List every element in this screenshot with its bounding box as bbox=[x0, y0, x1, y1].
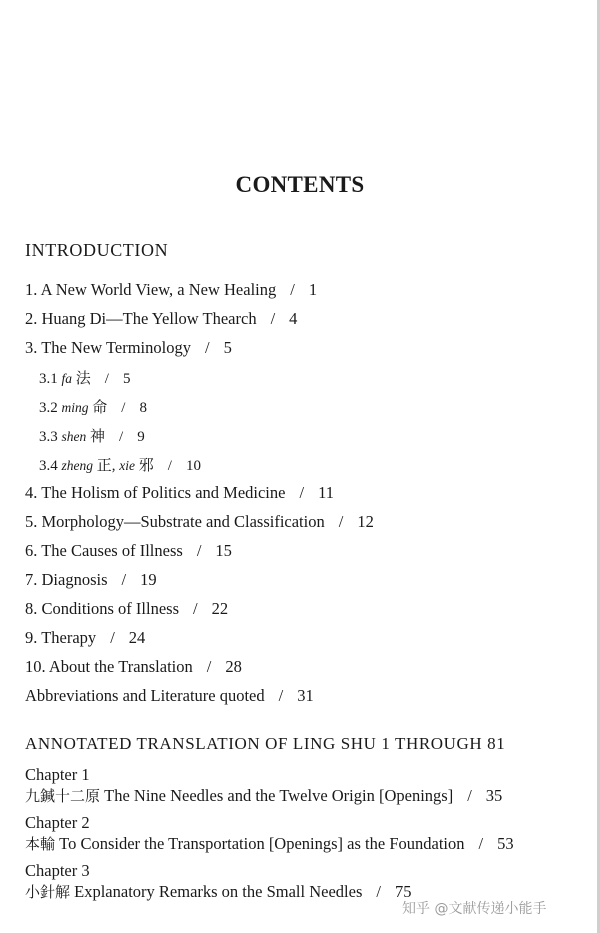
toc-subentry[interactable] bbox=[39, 368, 130, 389]
toc-entry[interactable] bbox=[25, 628, 145, 648]
separator: / bbox=[204, 338, 210, 357]
chapter-entry[interactable] bbox=[25, 812, 514, 855]
separator: / bbox=[338, 512, 344, 531]
toc-entry-label: 8. Conditions of Illness bbox=[25, 599, 180, 618]
watermark: 知乎 @文献传递小能手 bbox=[402, 901, 547, 917]
toc-entry-page: 10 bbox=[185, 458, 201, 474]
toc-entry[interactable] bbox=[25, 541, 232, 561]
toc-entry-label: 7. Diagnosis bbox=[25, 570, 108, 589]
toc-entry[interactable] bbox=[25, 657, 242, 677]
toc-entry[interactable] bbox=[25, 686, 314, 706]
toc-subentry[interactable] bbox=[39, 426, 145, 447]
toc-entry-page: 22 bbox=[211, 599, 229, 618]
subentry-term: xie bbox=[119, 458, 136, 473]
toc-entry-label: 2. Huang Di—The Yellow Thearch bbox=[25, 309, 257, 328]
separator: / bbox=[376, 882, 381, 901]
separator: / bbox=[478, 834, 484, 853]
chapter-number: Chapter 3 bbox=[25, 861, 90, 880]
chapter-page: 53 bbox=[497, 834, 514, 853]
toc-entry-page: 31 bbox=[297, 686, 314, 705]
chapter-number: Chapter 2 bbox=[25, 813, 90, 832]
toc-entry-label: 5. Morphology—Substrate and Classification bbox=[25, 512, 325, 531]
subentry-number: 3.1 bbox=[39, 371, 58, 387]
toc-entry-page: 9 bbox=[137, 429, 145, 445]
toc-entry-page: 12 bbox=[357, 512, 374, 531]
toc-entry[interactable] bbox=[25, 309, 297, 329]
chapter-cjk-title: 本輸 bbox=[25, 835, 56, 853]
toc-entry[interactable] bbox=[25, 338, 232, 358]
toc-entry-label: Abbreviations and Literature quoted bbox=[25, 686, 265, 705]
subentry-cjk: 法 bbox=[75, 369, 91, 387]
separator: / bbox=[278, 686, 284, 705]
toc-entry-page: 5 bbox=[223, 338, 232, 357]
toc-entry-page: 5 bbox=[122, 371, 131, 387]
toc-entry-page: 24 bbox=[128, 628, 146, 647]
subentry-cjk: 命 bbox=[92, 398, 108, 416]
toc-entry-label: 4. The Holism of Politics and Medicine bbox=[25, 483, 286, 502]
translation-heading: ANNOTATED TRANSLATION OF LING SHU 1 THROUGH 81 bbox=[25, 734, 506, 753]
subentry-cjk: 正 bbox=[96, 456, 112, 474]
chapter-page: 75 bbox=[394, 882, 412, 901]
subentry-term: shen bbox=[61, 429, 87, 444]
toc-entry-label: 6. The Causes of Illness bbox=[25, 541, 183, 560]
subentry-term: zheng bbox=[61, 458, 93, 473]
separator: / bbox=[290, 280, 295, 299]
separator: / bbox=[270, 309, 276, 328]
toc-entry-page: 28 bbox=[225, 657, 242, 676]
separator: / bbox=[193, 599, 198, 618]
page-title: CONTENTS bbox=[235, 172, 365, 197]
chapter-page: 35 bbox=[485, 786, 503, 805]
chapter-number: Chapter 1 bbox=[25, 765, 90, 784]
separator: / bbox=[167, 458, 172, 474]
subentry-term: fa bbox=[61, 371, 73, 386]
toc-entry-label: 9. Therapy bbox=[25, 628, 97, 647]
separator: / bbox=[121, 570, 127, 589]
chapter-entry[interactable] bbox=[25, 764, 502, 807]
subentry-cjk: 邪 bbox=[138, 456, 154, 474]
toc-entry-page: 11 bbox=[318, 483, 334, 502]
separator: / bbox=[104, 371, 109, 387]
separator: / bbox=[119, 429, 124, 445]
subentry-cjk: 神 bbox=[90, 427, 106, 445]
chapter-entry[interactable] bbox=[25, 860, 411, 903]
separator: / bbox=[110, 628, 115, 647]
toc-entry-page: 8 bbox=[139, 400, 147, 416]
toc-entry-label: 10. About the Translation bbox=[25, 657, 193, 676]
toc-entry[interactable] bbox=[25, 280, 317, 300]
toc-subentry[interactable] bbox=[39, 397, 147, 418]
toc-entry-page: 19 bbox=[140, 570, 157, 589]
separator: / bbox=[121, 400, 126, 416]
subentry-number: 3.2 bbox=[39, 400, 58, 416]
toc-entry[interactable] bbox=[25, 599, 228, 619]
chapter-cjk-title: 九鍼十二原 bbox=[25, 787, 101, 805]
subentry-term: ming bbox=[61, 400, 89, 415]
separator: / bbox=[467, 786, 472, 805]
toc-entry[interactable] bbox=[25, 512, 374, 532]
introduction-heading: INTRODUCTION bbox=[25, 240, 169, 260]
chapter-title: The Nine Needles and the Twelve Origin [Openings] bbox=[104, 786, 454, 805]
chapter-title: Explanatory Remarks on the Small Needles bbox=[74, 882, 363, 901]
toc-entry-label: 3. The New Terminology bbox=[25, 338, 191, 357]
toc-entry-page: 4 bbox=[289, 309, 298, 328]
toc-entry-label: 1. A New World View, a New Healing bbox=[25, 280, 277, 299]
chapter-title: To Consider the Transportation [Openings] as the Foundation bbox=[59, 834, 465, 853]
separator: / bbox=[299, 483, 305, 502]
toc-entry-page: 15 bbox=[215, 541, 232, 560]
separator: / bbox=[196, 541, 202, 560]
toc-entry-page: 1 bbox=[308, 280, 318, 299]
chapter-cjk-title: 小針解 bbox=[25, 883, 71, 901]
toc-subentry[interactable]: 3.4 zheng 正, xie 邪 / 10 bbox=[39, 456, 201, 474]
separator: / bbox=[206, 657, 212, 676]
toc-entry[interactable] bbox=[25, 483, 334, 503]
subentry-number: 3.3 bbox=[39, 429, 58, 445]
toc-entry[interactable] bbox=[25, 570, 157, 590]
subentry-number: 3.4 bbox=[39, 458, 58, 474]
